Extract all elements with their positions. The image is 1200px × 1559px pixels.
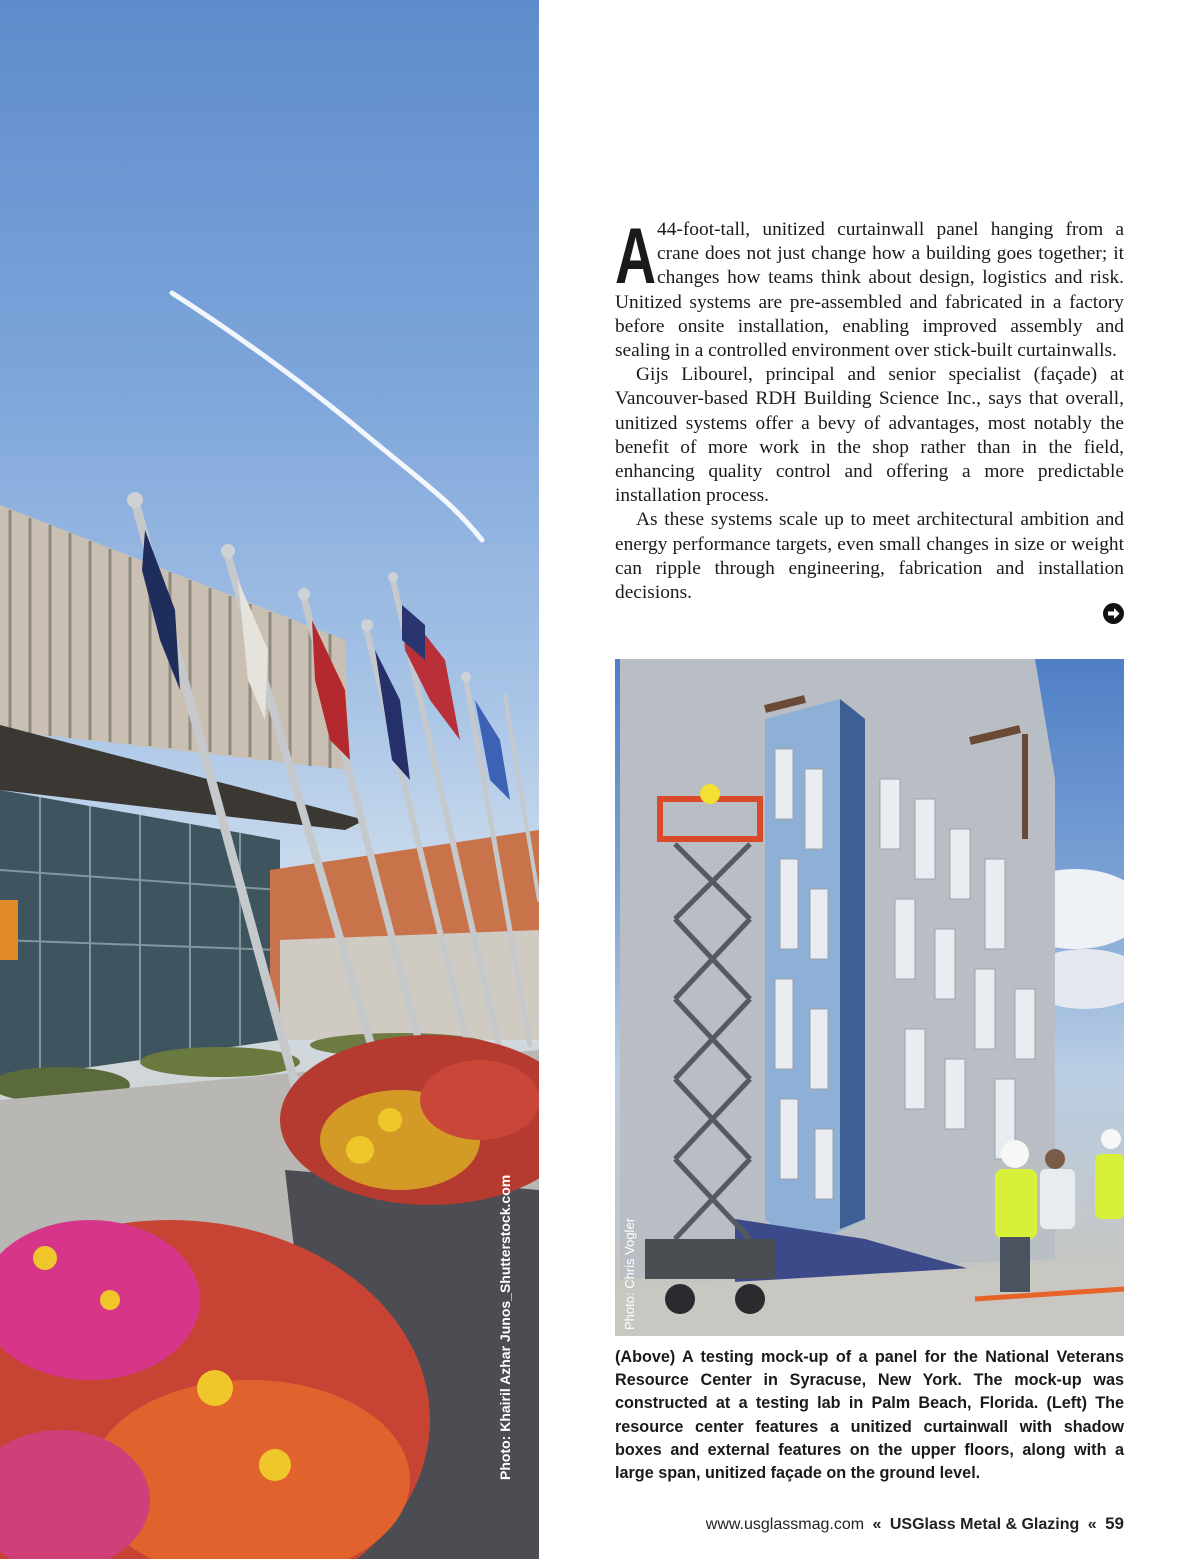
mockup-photo bbox=[615, 659, 1124, 1336]
footer-publication: USGlass Metal & Glazing bbox=[889, 1516, 1080, 1533]
mockup-photo-credit: Photo: Chris Vogler bbox=[622, 1217, 637, 1330]
left-photo-credit: Photo: Khairil Azhar Junos_Shutterstock.com bbox=[497, 1174, 513, 1480]
article-body bbox=[615, 211, 1124, 605]
arrow-right-circle-icon bbox=[1103, 603, 1124, 624]
article-paragraph-2: Gijs Libourel, principal and senior specialist (façade) at Vancouver-based RDH Building Science Inc., says that overall, unitized systems offer a bevy of advantages, most notably the benefit of more work in the shop rather than in the field, enhancing quality control and offering a more predictable installation process. bbox=[615, 364, 1124, 507]
left-photo bbox=[0, 0, 539, 1559]
page-number: 59 bbox=[1105, 1514, 1124, 1533]
article-paragraph-1 bbox=[615, 211, 1124, 363]
drop-cap: A bbox=[615, 211, 657, 300]
mockup-photo-illustration bbox=[615, 659, 1124, 1336]
photo-caption: (Above) A testing mock-up of a panel for the National Veterans Resource Center in Syracuse, New York. The mock-up was constructed at a testing lab in Palm Beach, Florida. (Left) The resource center features a unitized curtainwall with shadow boxes and external features on the upper floors, along with a large span, unitized façade on the ground level. bbox=[615, 1348, 1124, 1483]
footer-separator-2: « bbox=[1087, 1516, 1097, 1533]
left-photo-illustration bbox=[0, 0, 539, 1559]
paragraph-1-text: 44-foot-tall, unitized curtainwall panel hanging from a crane does not just change how a building goes together; it changes how teams think about design, logistics and risk. Unitized systems are pre-assembled and fabricated in a factory before onsite installation, enabling improved assembly and sealing in a controlled environment over stick-built curtainwalls. bbox=[615, 219, 1124, 362]
footer-separator-1: « bbox=[872, 1516, 882, 1533]
page-footer bbox=[706, 1514, 1124, 1534]
article-paragraph-3: As these systems scale up to meet architectural ambition and energy performance targets, even small changes in size or weight can ripple through engineering, fabrication and installation decisions. bbox=[615, 509, 1124, 604]
footer-url[interactable]: www.usglassmag.com bbox=[705, 1516, 865, 1533]
